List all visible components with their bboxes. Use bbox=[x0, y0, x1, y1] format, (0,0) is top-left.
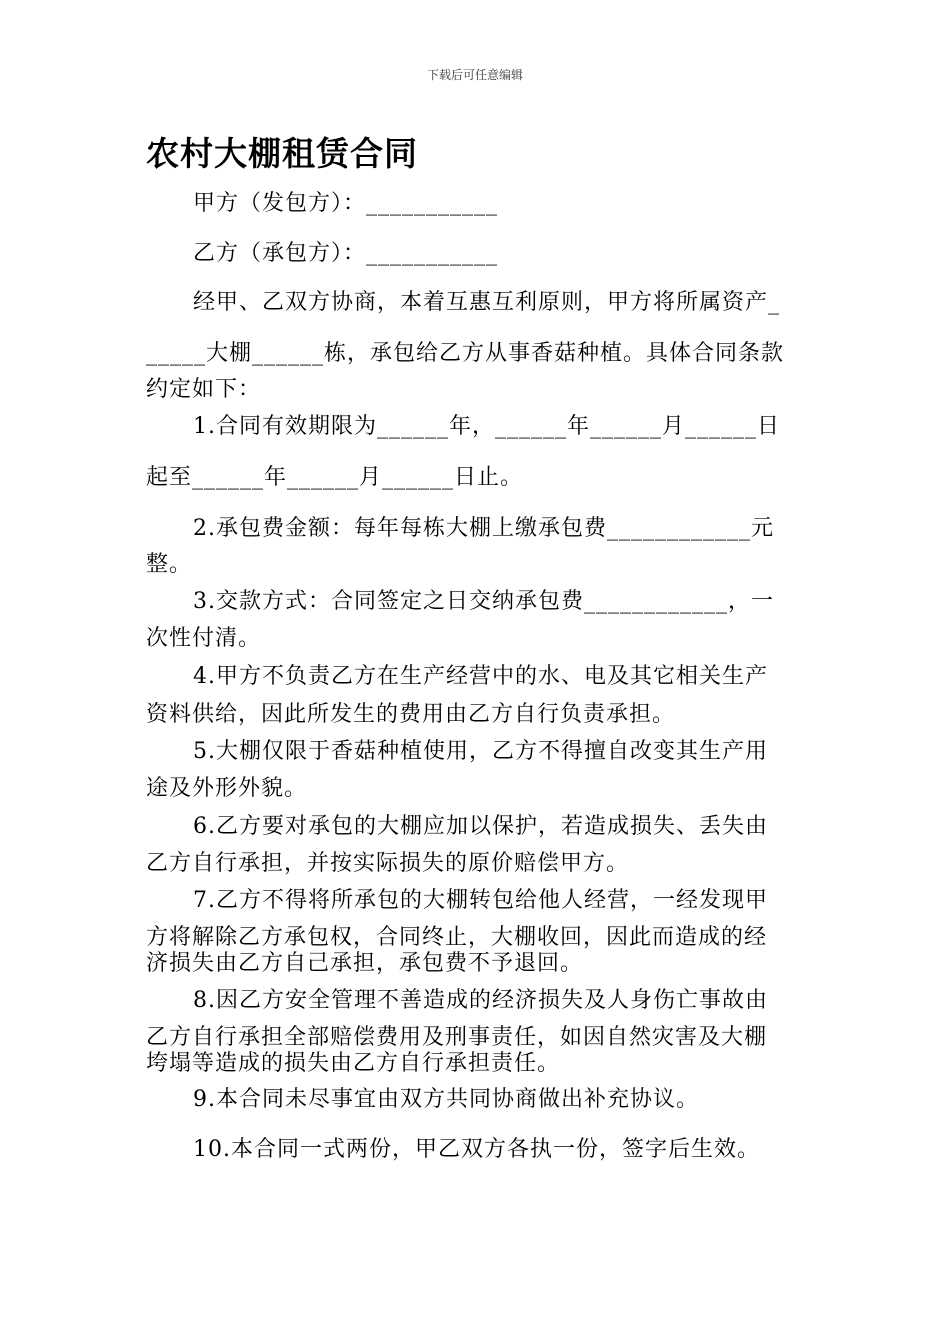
clause-8-line-2: 乙方自行承担全部赔偿费用及刑事责任，如因自然灾害及大棚 bbox=[146, 1025, 768, 1050]
clause-3-line-2: 次性付清。 bbox=[146, 626, 262, 651]
clause-5-line-1: 5.大棚仅限于香菇种植使用，乙方不得擅自改变其生产用 bbox=[193, 739, 768, 764]
document-title: 农村大棚租赁合同 bbox=[146, 134, 418, 173]
clause-6-line-2: 乙方自行承担，并按实际损失的原价赔偿甲方。 bbox=[146, 851, 630, 876]
party-b-line: 乙方（承包方）：___________ bbox=[193, 241, 499, 266]
clause-7-line-3: 济损失由乙方自己承担，承包费不予退回。 bbox=[146, 951, 584, 976]
clause-9-line-1: 9.本合同未尽事宜由双方共同协商做出补充协议。 bbox=[193, 1087, 699, 1112]
clause-2-line-1: 2.承包费金额：每年每栋大棚上缴承包费____________元 bbox=[193, 516, 774, 541]
clause-1-line-1: 1.合同有效期限为______年，______年______月______日 bbox=[193, 414, 780, 439]
clause-8-line-3: 垮塌等造成的损失由乙方自行承担责任。 bbox=[146, 1051, 561, 1076]
clause-7-line-1: 7.乙方不得将所承包的大棚转包给他人经营，一经发现甲 bbox=[193, 888, 768, 913]
clause-7-line-2: 方将解除乙方承包权，合同终止，大棚收回，因此而造成的经 bbox=[146, 925, 768, 950]
intro-line-2: _____大棚______栋，承包给乙方从事香菇种植。具体合同条款 bbox=[146, 341, 785, 366]
clause-4-line-2: 资料供给，因此所发生的费用由乙方自行负责承担。 bbox=[146, 702, 676, 727]
clause-3-line-1: 3.交款方式：合同签定之日交纳承包费____________，一 bbox=[193, 589, 774, 614]
clause-6-line-1: 6.乙方要对承包的大棚应加以保护，若造成损失、丢失由 bbox=[193, 814, 768, 839]
clause-10-line-1: 10.本合同一式两份，甲乙双方各执一份，签字后生效。 bbox=[193, 1137, 760, 1162]
party-a-line: 甲方（发包方）：___________ bbox=[193, 191, 499, 216]
intro-line-3: 约定如下： bbox=[146, 377, 262, 402]
clause-2-line-2: 整。 bbox=[146, 552, 193, 577]
clause-4-line-1: 4.甲方不负责乙方在生产经营中的水、电及其它相关生产 bbox=[193, 664, 768, 689]
clause-8-line-1: 8.因乙方安全管理不善造成的经济损失及人身伤亡事故由 bbox=[193, 988, 768, 1013]
clause-1-line-2: 起至______年______月______日止。 bbox=[146, 465, 524, 490]
intro-line-1: 经甲、乙双方协商，本着互惠互利原则，甲方将所属资产_ bbox=[193, 290, 781, 315]
clause-5-line-2: 途及外形外貌。 bbox=[146, 776, 308, 801]
header-note: 下载后可任意编辑 bbox=[426, 68, 523, 82]
